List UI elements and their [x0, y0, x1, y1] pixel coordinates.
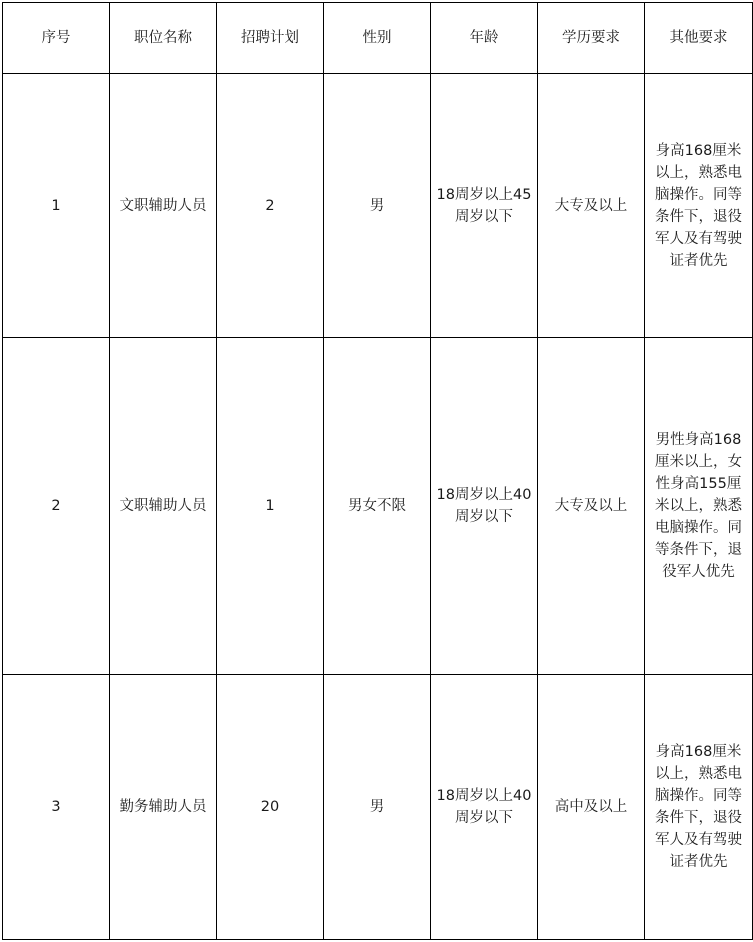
cell-education: 大专及以上 — [538, 74, 645, 338]
cell-age-container — [431, 74, 538, 338]
table-row — [3, 675, 753, 940]
cell-age: 18周岁以上40周岁以下 — [436, 487, 532, 525]
header-plan: 招聘计划 — [217, 3, 324, 74]
cell-other-container — [645, 74, 753, 338]
cell-other: 身高168厘米以上，熟悉电脑操作。同等条件下，退役军人及有驾驶证者优先 — [655, 142, 742, 269]
cell-education: 高中及以上 — [538, 675, 645, 940]
cell-age-container — [431, 675, 538, 940]
cell-other-container — [645, 675, 753, 940]
cell-age: 18周岁以上45周岁以下 — [436, 186, 532, 225]
cell-age: 18周岁以上40周岁以下 — [436, 788, 532, 826]
cell-index: 2 — [3, 338, 110, 675]
cell-gender: 男 — [324, 74, 431, 338]
cell-gender: 男女不限 — [324, 338, 431, 675]
header-education: 学历要求 — [538, 3, 645, 74]
cell-index: 3 — [3, 675, 110, 940]
cell-plan: 1 — [217, 338, 324, 675]
header-position: 职位名称 — [110, 3, 217, 74]
cell-plan: 20 — [217, 675, 324, 940]
header-age: 年龄 — [431, 3, 538, 74]
cell-position: 文职辅助人员 — [110, 338, 217, 675]
cell-plan: 2 — [217, 74, 324, 338]
table-row — [3, 74, 753, 338]
cell-other: 男性身高168厘米以上，女性身高155厘米以上，熟悉电脑操作。同等条件下，退役军人优先 — [655, 432, 742, 580]
header-gender: 性别 — [324, 3, 431, 74]
cell-index: 1 — [3, 74, 110, 338]
cell-other-container — [645, 338, 753, 675]
cell-other: 身高168厘米以上，熟悉电脑操作。同等条件下，退役军人及有驾驶证者优先 — [655, 744, 742, 870]
header-other: 其他要求 — [645, 3, 753, 74]
cell-position: 勤务辅助人员 — [110, 675, 217, 940]
cell-education: 大专及以上 — [538, 338, 645, 675]
header-index: 序号 — [3, 3, 110, 74]
recruitment-table — [2, 2, 753, 940]
header-row — [3, 3, 753, 74]
table-row — [3, 338, 753, 675]
cell-gender: 男 — [324, 675, 431, 940]
cell-position: 文职辅助人员 — [110, 74, 217, 338]
cell-age-container — [431, 338, 538, 675]
